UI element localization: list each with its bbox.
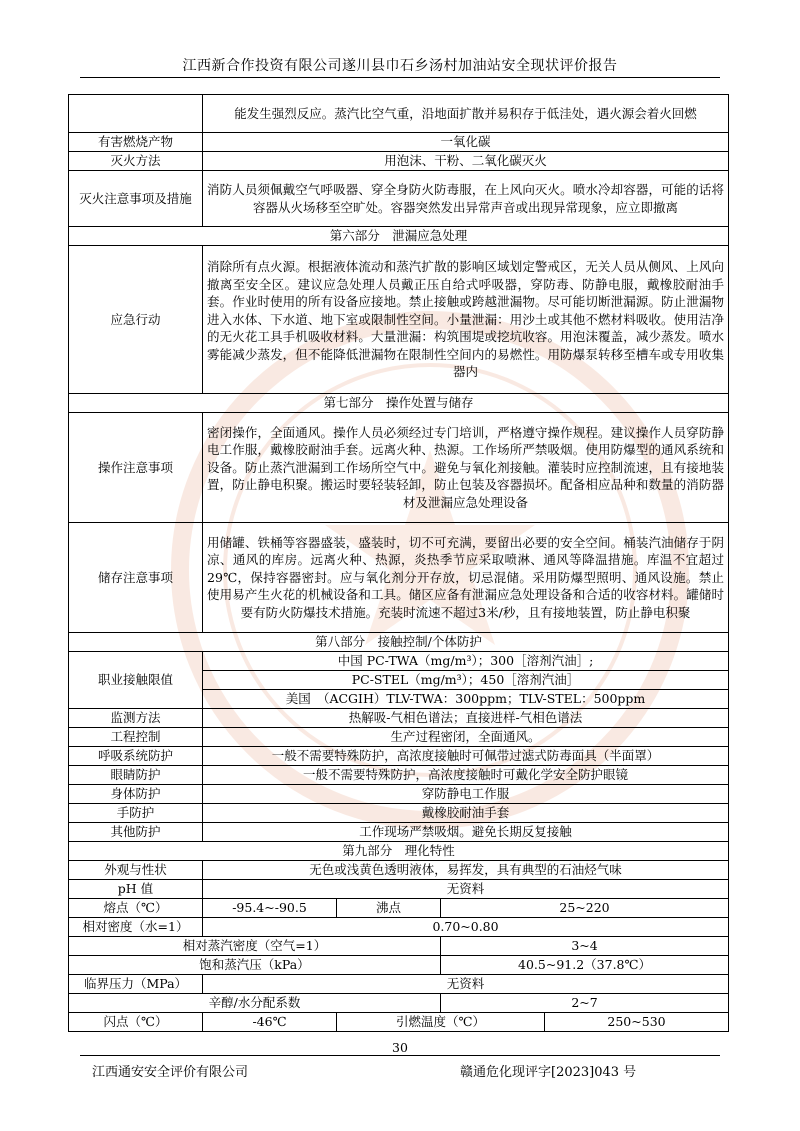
table-row — [69, 394, 729, 413]
row-label: 其他防护 — [69, 823, 203, 842]
row-label: 储存注意事项 — [69, 523, 203, 633]
table-row — [69, 133, 729, 152]
table-row — [69, 823, 729, 842]
row-label: 眼睛防护 — [69, 766, 203, 785]
table-row — [69, 171, 729, 227]
table-row — [69, 1013, 729, 1032]
table-row — [69, 994, 729, 1013]
row-label: 灭火注意事项及措施 — [69, 171, 203, 227]
section-heading: 第六部分 泄漏应急处理 — [69, 227, 729, 246]
footer-doc-number: 赣通危化现评字[2023]043 号 — [460, 1065, 637, 1080]
table-row — [69, 956, 729, 975]
report-header-title: 江西新合作投资有限公司遂川县巾石乡汤村加油站安全现状评价报告 — [182, 58, 618, 74]
row-value: 无色或浅黄色透明液体，易挥发，具有典型的石油烃气味 — [203, 861, 729, 880]
row-label: 呼吸系统防护 — [69, 747, 203, 766]
row-label: 引燃温度（℃） — [337, 1013, 545, 1032]
row-value: 戴橡胶耐油手套 — [203, 804, 729, 823]
table-row — [69, 918, 729, 937]
row-label: 职业接触限值 — [69, 652, 203, 709]
row-label: 应急行动 — [69, 246, 203, 394]
table-row — [69, 899, 729, 918]
table-row — [69, 861, 729, 880]
row-value: 25~220 — [441, 899, 729, 918]
row-value: 消除所有点火源。根据液体流动和蒸汽扩散的影响区域划定警戒区，无关人员从侧风、上风向撤离至安全区。建议应急处理人员戴正压自给式呼吸器，穿防毒、防静电服，戴橡胶耐油手套。作业时使用的所有设备应接地。禁止接触或跨越泄漏物。尽可能切断泄漏源。防止泄漏物进入水体、下水道、地下室或限制性空间。小量泄漏：用沙土或其他不燃材料吸收。使用洁净的无火花工具手机吸收材料。大量泄漏：构筑围堤或挖坑收容。用泡沫覆盖，减少蒸发。喷水雾能减少蒸发，但不能降低泄漏物在限制性空间内的易燃性。用防爆泵转移至槽车或专用收集器内 — [203, 246, 729, 394]
row-label: 灭火方法 — [69, 152, 203, 171]
header-rule — [80, 77, 720, 78]
msds-table — [68, 94, 729, 1032]
row-value: 一般不需要特殊防护，高浓度接触时可佩带过滤式防毒面具（半面罩） — [203, 747, 729, 766]
table-row — [69, 709, 729, 728]
section-heading: 第七部分 操作处置与储存 — [69, 394, 729, 413]
row-label: 手防护 — [69, 804, 203, 823]
row-value: 生产过程密闭，全面通风。 — [203, 728, 729, 747]
row-value: -46℃ — [203, 1013, 337, 1032]
row-value: 2~7 — [441, 994, 729, 1013]
table-row — [69, 652, 729, 671]
limit-line-1: 中国 PC-TWA（mg/m³）；300［溶剂汽油］; — [203, 652, 729, 671]
table-row — [69, 747, 729, 766]
table-row — [69, 785, 729, 804]
table-row — [69, 523, 729, 633]
row-value: 40.5~91.2（37.8℃） — [441, 956, 729, 975]
table-cell — [69, 95, 203, 133]
row-value: 用储罐、铁桶等容器盛装，盛装时，切不可充满，要留出必要的安全空间。桶装汽油储存于阴凉、通风的库房。远离火种、热源，炎热季节应采取喷淋、通风等降温措施。库温不宜超过29℃，保持容器密封。应与氧化剂分开存放，切忌混储。采用防爆型照明、通风设施。禁止使用易产生火花的机械设备和工具。储区应备有泄漏应急处理设备和合适的收容材料。罐储时要有防火防爆技术措施。充装时流速不超过3米/秒，且有接地装置，防止静电积聚 — [203, 523, 729, 633]
row-label: 操作注意事项 — [69, 413, 203, 523]
row-label: 身体防护 — [69, 785, 203, 804]
row-value: -95.4~-90.5 — [203, 899, 337, 918]
row-label: 相对蒸汽密度（空气=1） — [69, 937, 441, 956]
row-value: 热解吸-气相色谱法；直接进样-气相色谱法 — [203, 709, 729, 728]
row-label: 饱和蒸汽压（kPa） — [69, 956, 441, 975]
row-label: pH 值 — [69, 880, 203, 899]
row-value: 工作现场严禁吸烟。避免长期反复接触 — [203, 823, 729, 842]
continued-text: 能发生强烈反应。蒸汽比空气重，沿地面扩散并易积存于低洼处，遇火源会着火回燃 — [203, 95, 729, 133]
row-value: 密闭操作，全面通风。操作人员必须经过专门培训，严格遵守操作规程。建议操作人员穿防静电工作服，戴橡胶耐油手套。远离火种、热源。工作场所严禁吸烟。使用防爆型的通风系统和设备。防止蒸汽泄漏到工作场所空气中。避免与氧化剂接触。灌装时应控制流速，且有接地装置，防止静电积聚。搬运时要轻装轻卸，防止包装及容器损坏。配备相应品种和数量的消防器材及泄漏应急处理设备 — [203, 413, 729, 523]
row-value: 0.70~0.80 — [203, 918, 729, 937]
row-value: 无资料 — [203, 975, 729, 994]
limit-line-2: PC-STEL（mg/m³）；450［溶剂汽油］ — [203, 671, 729, 690]
row-value: 一般不需要特殊防护，高浓度接触时可戴化学安全防护眼镜 — [203, 766, 729, 785]
table-row — [69, 633, 729, 652]
table-row — [69, 804, 729, 823]
table-row — [69, 413, 729, 523]
row-value: 250~530 — [545, 1013, 729, 1032]
row-value: 无资料 — [203, 880, 729, 899]
footer-rule — [80, 1055, 720, 1056]
table-row — [69, 246, 729, 394]
footer-company: 江西通安安全评价有限公司 — [92, 1065, 249, 1080]
row-value: 消防人员须佩戴空气呼吸器、穿全身防火防毒服，在上风向灭火。喷水冷却容器，可能的话将容器从火场移至空旷处。容器突然发出异常声音或出现异常现象，应立即撤离 — [203, 171, 729, 227]
table-row — [69, 842, 729, 861]
row-label: 外观与性状 — [69, 861, 203, 880]
row-label: 相对密度（水=1） — [69, 918, 203, 937]
page-number: 30 — [392, 1040, 408, 1055]
table-row — [69, 227, 729, 246]
table-row — [69, 728, 729, 747]
section-heading: 第九部分 理化特性 — [69, 842, 729, 861]
table-row — [69, 975, 729, 994]
row-label: 辛醇/水分配系数 — [69, 994, 441, 1013]
table-row — [69, 766, 729, 785]
row-label: 临界压力（MPa） — [69, 975, 203, 994]
row-label: 监测方法 — [69, 709, 203, 728]
table-row — [69, 937, 729, 956]
row-label: 工程控制 — [69, 728, 203, 747]
row-value: 穿防静电工作服 — [203, 785, 729, 804]
row-label: 熔点（℃） — [69, 899, 203, 918]
table-row — [69, 152, 729, 171]
row-value: 3~4 — [441, 937, 729, 956]
limit-line-3: 美国 （ACGIH）TLV-TWA：300ppm；TLV-STEL：500ppm — [203, 690, 729, 709]
row-value: 用泡沫、干粉、二氧化碳灭火 — [203, 152, 729, 171]
table-row — [69, 95, 729, 133]
row-label: 闪点（℃） — [69, 1013, 203, 1032]
row-label: 沸点 — [337, 899, 441, 918]
table-row — [69, 880, 729, 899]
row-value: 一氧化碳 — [203, 133, 729, 152]
row-label: 有害燃烧产物 — [69, 133, 203, 152]
section-heading: 第八部分 接触控制/个体防护 — [69, 633, 729, 652]
